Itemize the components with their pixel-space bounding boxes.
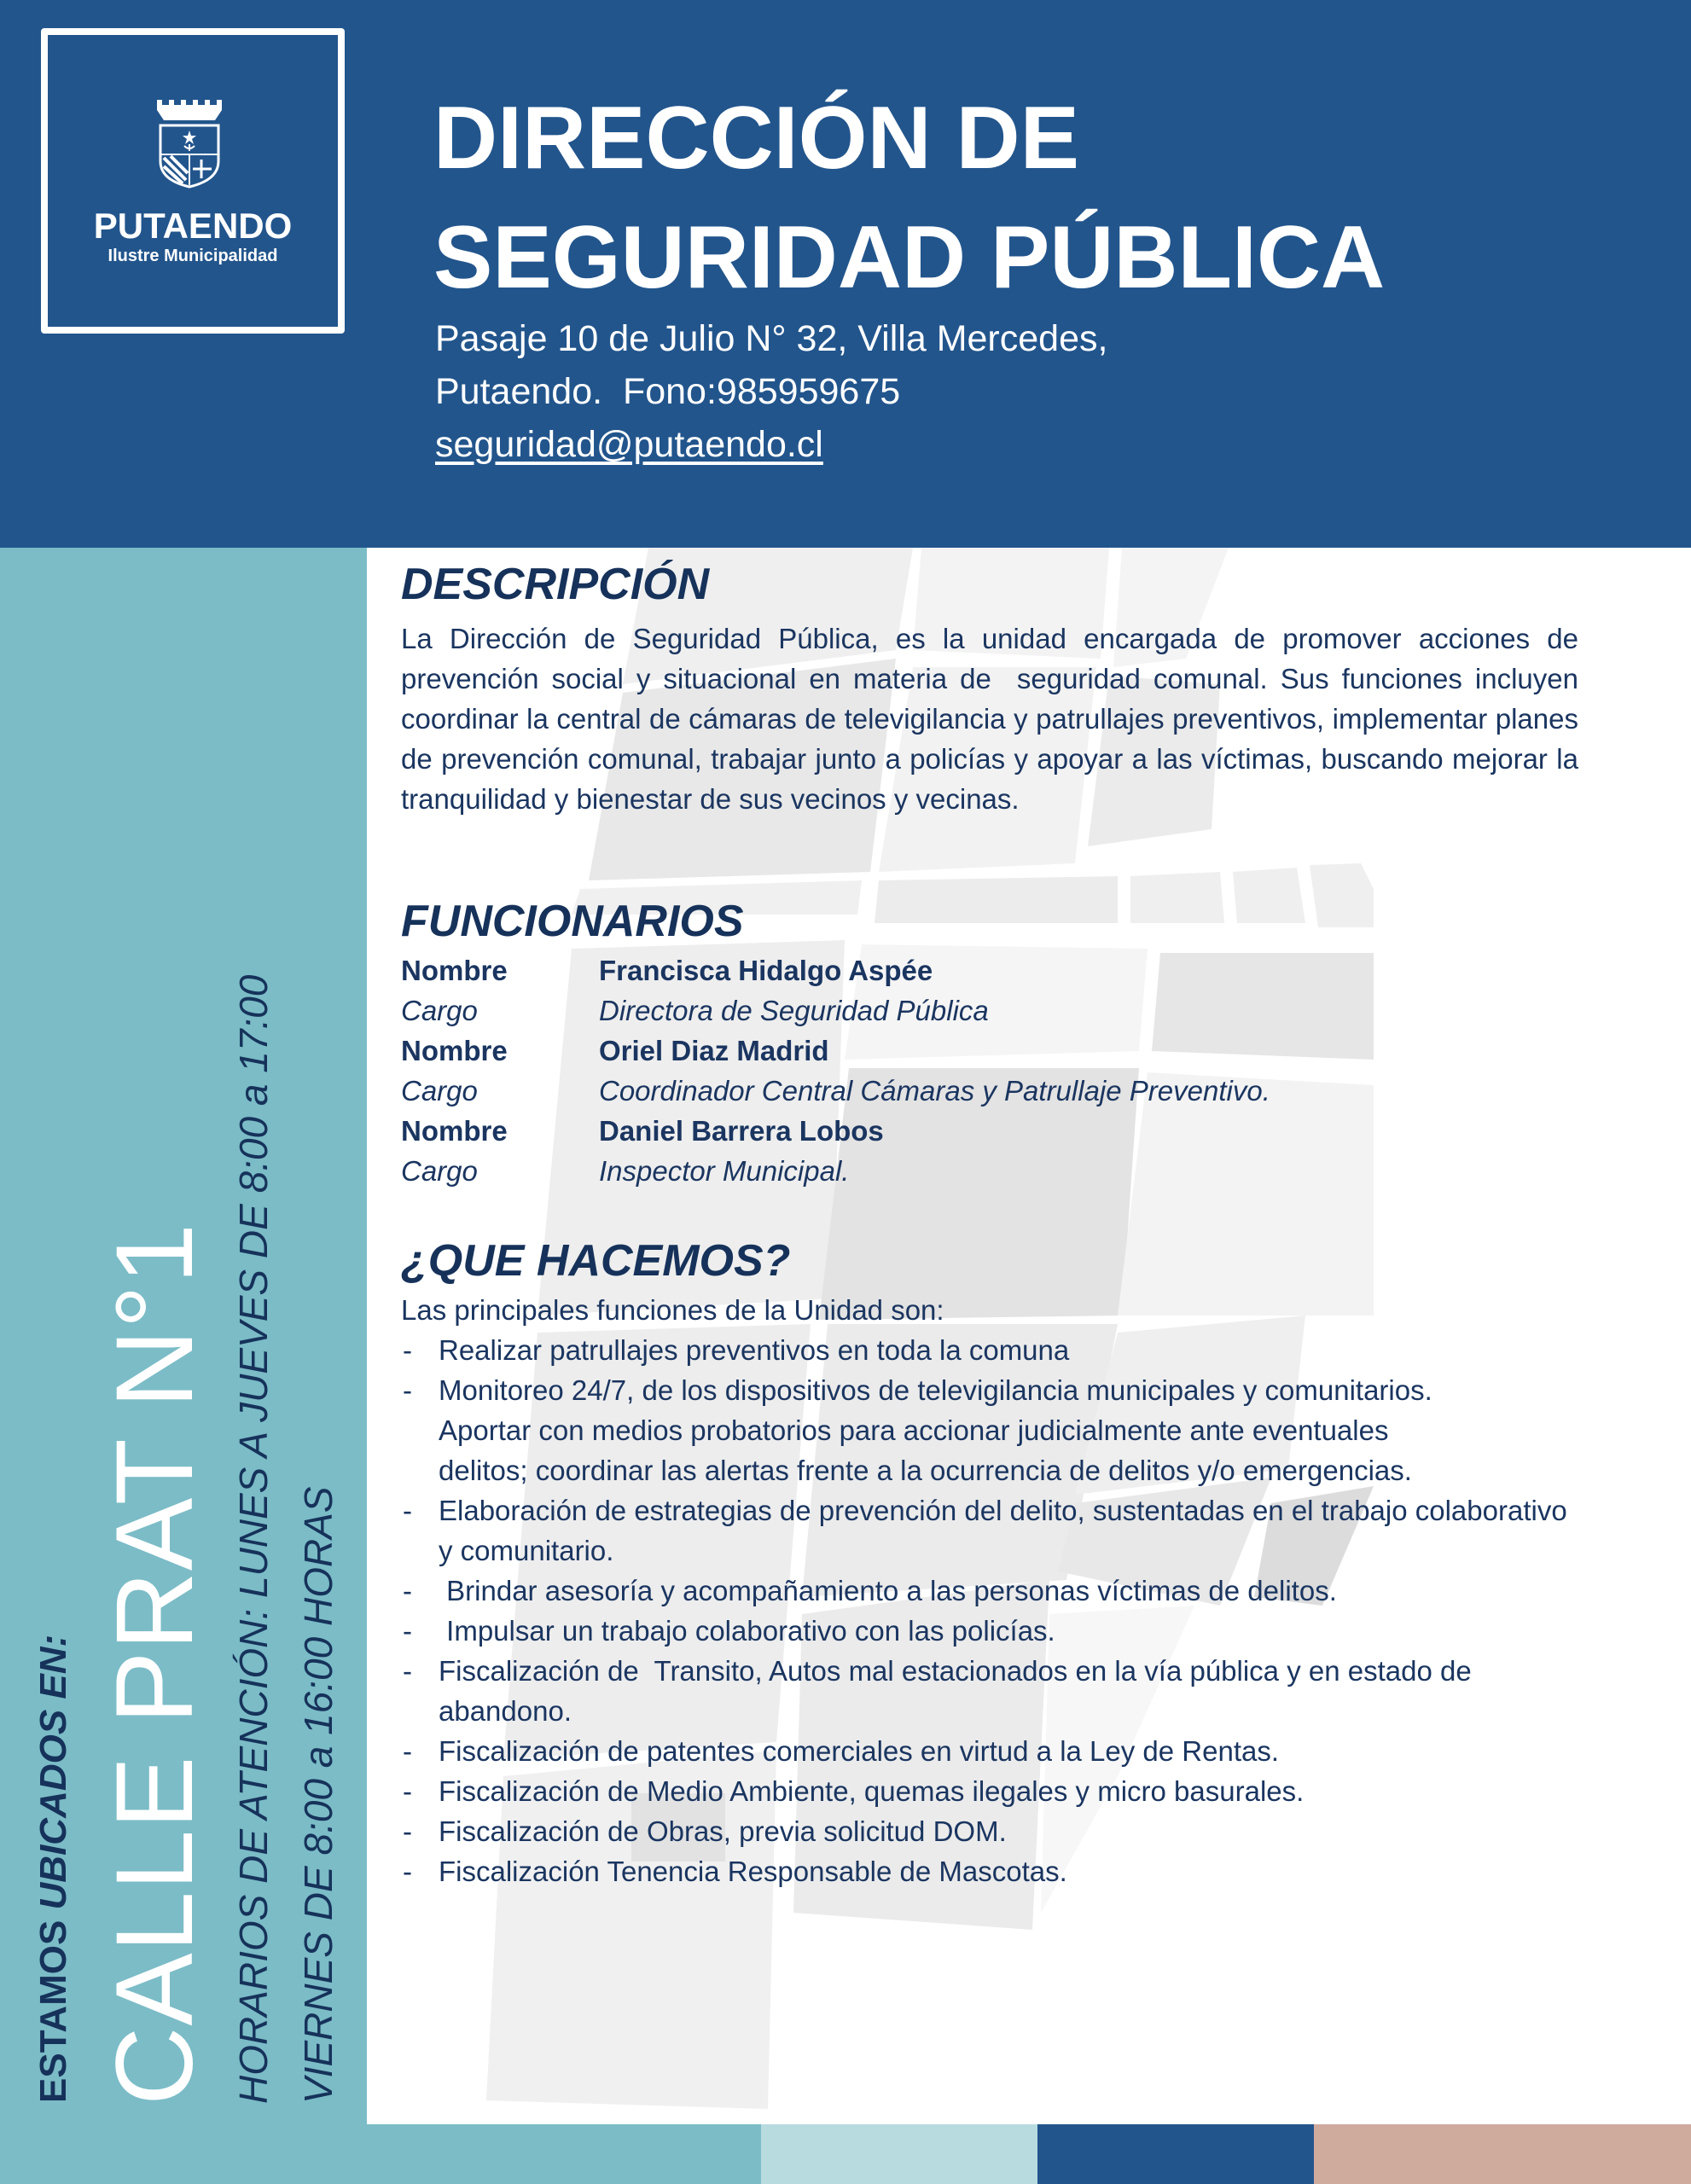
map-block: [1310, 863, 1374, 927]
name-label: Nombre: [401, 1035, 508, 1066]
title-line-2: SEGURIDAD PÚBLICA: [433, 208, 1386, 307]
role-label: Cargo: [401, 1075, 478, 1107]
crest-icon: [150, 95, 229, 189]
list-item: - Brindar asesoría y acompañamiento a las personas víctimas de delitos.: [401, 1571, 1578, 1611]
staff-name: Francisca Hidalgo Aspée: [599, 955, 933, 986]
footer-stripe-rose: [1314, 2124, 1691, 2184]
page-title: [433, 78, 1385, 317]
located-label: [32, 1635, 75, 2103]
staff-role: Directora de Seguridad Pública: [599, 995, 989, 1026]
functions-intro: Las principales funciones de la Unidad son:: [401, 1294, 944, 1326]
list-item: - Impulsar un trabajo colaborativo con las policías.: [401, 1611, 1578, 1651]
staff-name: Oriel Diaz Madrid: [599, 1035, 829, 1066]
footer-stripe-blue: [1037, 2124, 1314, 2184]
list-item: - Elaboración de estrategias de prevención del delito, sustentadas en el trabajo colaborativo y comunitario.: [401, 1490, 1578, 1571]
office-hours-weekdays: HORARIOS DE ATENCIÓN: LUNES A JUEVES DE 8:00 a 17:00: [231, 974, 276, 2104]
contact-info: [435, 312, 1107, 471]
functions-section: [401, 1235, 1578, 1891]
logo-name: PUTAENDO: [93, 206, 293, 246]
staff-name: Daniel Barrera Lobos: [599, 1115, 884, 1147]
email-link[interactable]: seguridad@putaendo.cl: [435, 424, 823, 465]
logo-subtitle: Ilustre Municipalidad: [108, 247, 278, 265]
office-hours-friday: VIERNES DE 8:00 a 16:00 HORAS: [296, 1486, 340, 2104]
functions-list: [401, 1330, 1578, 1891]
title-line-1: DIRECCIÓN DE: [433, 89, 1079, 188]
located-emphasis: UBICADOS EN:: [32, 1634, 74, 1910]
description-text: La Dirección de Seguridad Pública, es la unidad encargada de promover acciones de prevención social y situacional en materia de seguridad comunal. Sus funciones incluyen coordinar la central de cámaras de televigilancia y patrullajes preventivos, implementar planes de prevención comunal, trabajar junto a policías y apoyar a las víctimas, buscando mejorar la tranquilidad y bienestar de sus vecinos y vecinas.: [401, 623, 1595, 815]
list-item: - Fiscalización Tenencia Responsable de Mascotas.: [401, 1851, 1578, 1891]
list-item: - Fiscalización de Transito, Autos mal estacionados en la vía pública y en estado de abandono.: [401, 1651, 1578, 1731]
staff-list: [401, 950, 1270, 1191]
functions-heading: ¿QUE HACEMOS?: [401, 1236, 791, 1286]
staff-heading: FUNCIONARIOS: [401, 897, 744, 946]
located-prefix: ESTAMOS: [32, 1909, 74, 2103]
name-label: Nombre: [401, 955, 508, 986]
list-item: - Fiscalización de Obras, previa solicitud DOM.: [401, 1811, 1578, 1851]
list-item: - Realizar patrullajes preventivos en toda la comuna: [401, 1330, 1578, 1370]
address-line-1: Pasaje 10 de Julio N° 32, Villa Mercedes,: [435, 318, 1108, 359]
role-label: Cargo: [401, 1155, 478, 1187]
role-label: Cargo: [401, 995, 478, 1026]
footer-stripe-light-teal: [761, 2124, 1037, 2184]
list-item: - Monitoreo 24/7, de los dispositivos de televigilancia municipales y comunitarios. Aportar con medios probatorios para accionar judicialmente ante eventuales delitos; coordinar las alertas frente a la ocurrencia de delitos y/o emergencias.: [401, 1370, 1578, 1490]
name-label: Nombre: [401, 1115, 508, 1147]
address-line-2: Putaendo. Fono:985959675: [435, 371, 901, 412]
list-item: - Fiscalización de Medio Ambiente, quemas ilegales y micro basurales.: [401, 1771, 1578, 1811]
header-banner: [0, 0, 1691, 548]
staff-section: [401, 896, 1270, 1191]
staff-role: Coordinador Central Cámaras y Patrullaje Preventivo.: [599, 1075, 1270, 1107]
municipality-logo: [41, 28, 345, 334]
street-address: CALLE PRAT N°1: [94, 1222, 216, 2106]
list-item: - Fiscalización de patentes comerciales en virtud a la Ley de Rentas.: [401, 1731, 1578, 1771]
staff-role: Inspector Municipal.: [599, 1155, 850, 1187]
footer-stripe-teal: [367, 2124, 761, 2184]
description-heading: DESCRIPCIÓN: [401, 560, 710, 609]
description-section: [401, 559, 1595, 819]
